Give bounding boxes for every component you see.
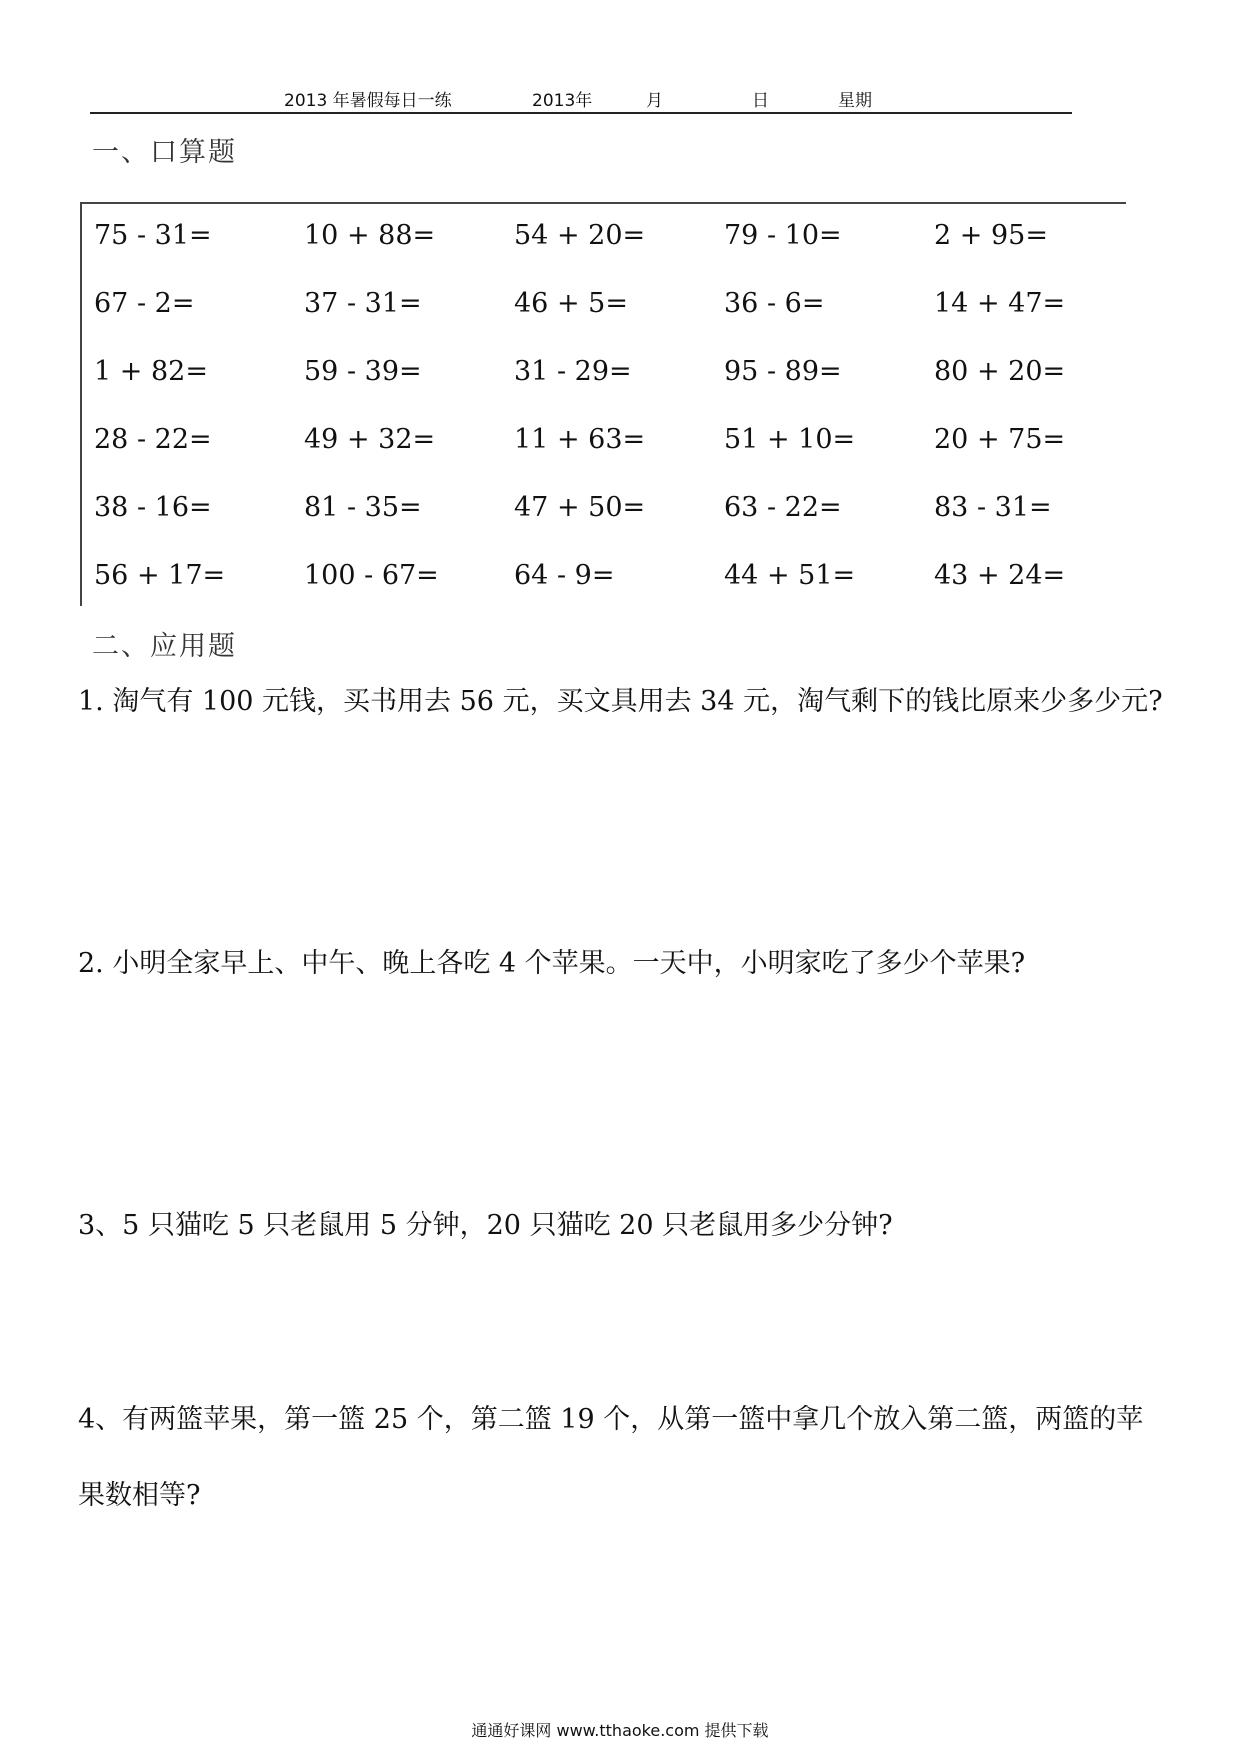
section-title-word-problems: 二、应用题: [92, 631, 237, 662]
header-day: 日: [752, 91, 769, 111]
header-year: 2013年: [532, 91, 593, 111]
calc-cell: 80 + 20=: [934, 356, 1066, 387]
header-month: 月: [646, 91, 663, 111]
calc-cell: 49 + 32=: [304, 424, 436, 455]
calc-cell: 51 + 10=: [724, 424, 856, 455]
calc-cell: 79 - 10=: [724, 220, 842, 251]
calc-cell: 36 - 6=: [724, 288, 825, 319]
calc-cell: 75 - 31=: [94, 220, 212, 251]
calc-cell: 95 - 89=: [724, 356, 842, 387]
table-row: [82, 204, 1126, 272]
calc-cell: 47 + 50=: [514, 492, 646, 523]
table-row: [82, 408, 1126, 476]
calc-cell: 2 + 95=: [934, 220, 1048, 251]
table-row: [82, 476, 1126, 544]
word-problem-3: 3、5 只猫吃 5 只老鼠用 5 分钟，20 只猫吃 20 只老鼠用多少分钟?: [78, 1210, 893, 1241]
calc-cell: 38 - 16=: [94, 492, 212, 523]
header-title: 2013 年暑假每日一练: [284, 91, 452, 111]
calc-cell: 37 - 31=: [304, 288, 422, 319]
word-problem-2: 2. 小明全家早上、中午、晚上各吃 4 个苹果。一天中，小明家吃了多少个苹果?: [78, 948, 1026, 979]
calc-cell: 67 - 2=: [94, 288, 195, 319]
section-title-oral-calculation: 一、口算题: [92, 137, 237, 168]
calc-cell: 59 - 39=: [304, 356, 422, 387]
calc-cell: 46 + 5=: [514, 288, 628, 319]
calc-cell: 11 + 63=: [514, 424, 646, 455]
word-problem-1: 1. 淘气有 100 元钱，买书用去 56 元，买文具用去 34 元，淘气剩下的钱比原来少多少元?: [78, 686, 1163, 717]
calc-cell: 43 + 24=: [934, 560, 1066, 591]
calc-cell: 31 - 29=: [514, 356, 632, 387]
calc-cell: 63 - 22=: [724, 492, 842, 523]
table-row: [82, 340, 1126, 408]
calc-cell: 28 - 22=: [94, 424, 212, 455]
calc-cell: 54 + 20=: [514, 220, 646, 251]
calc-cell: 1 + 82=: [94, 356, 208, 387]
word-problem-4: 4、有两篮苹果，第一篮 25 个，第二篮 19 个，从第一篮中拿几个放入第二篮，两篮的苹果数相等?: [78, 1404, 1144, 1511]
table-row: [82, 272, 1126, 340]
calc-cell: 83 - 31=: [934, 492, 1052, 523]
calc-cell: 100 - 67=: [304, 560, 439, 591]
calc-cell: 64 - 9=: [514, 560, 615, 591]
calc-cell: 81 - 35=: [304, 492, 422, 523]
calc-cell: 56 + 17=: [94, 560, 226, 591]
page-header: [90, 82, 1072, 114]
calc-cell: 10 + 88=: [304, 220, 436, 251]
calc-cell: 20 + 75=: [934, 424, 1066, 455]
footer-download-note: 通通好课网 www.tthaoke.com 提供下载: [471, 1721, 769, 1740]
header-week: 星期: [838, 91, 872, 111]
calc-cell: 14 + 47=: [934, 288, 1066, 319]
oral-calculation-table: [80, 202, 1126, 606]
table-row: [82, 544, 1126, 612]
calc-cell: 44 + 51=: [724, 560, 856, 591]
